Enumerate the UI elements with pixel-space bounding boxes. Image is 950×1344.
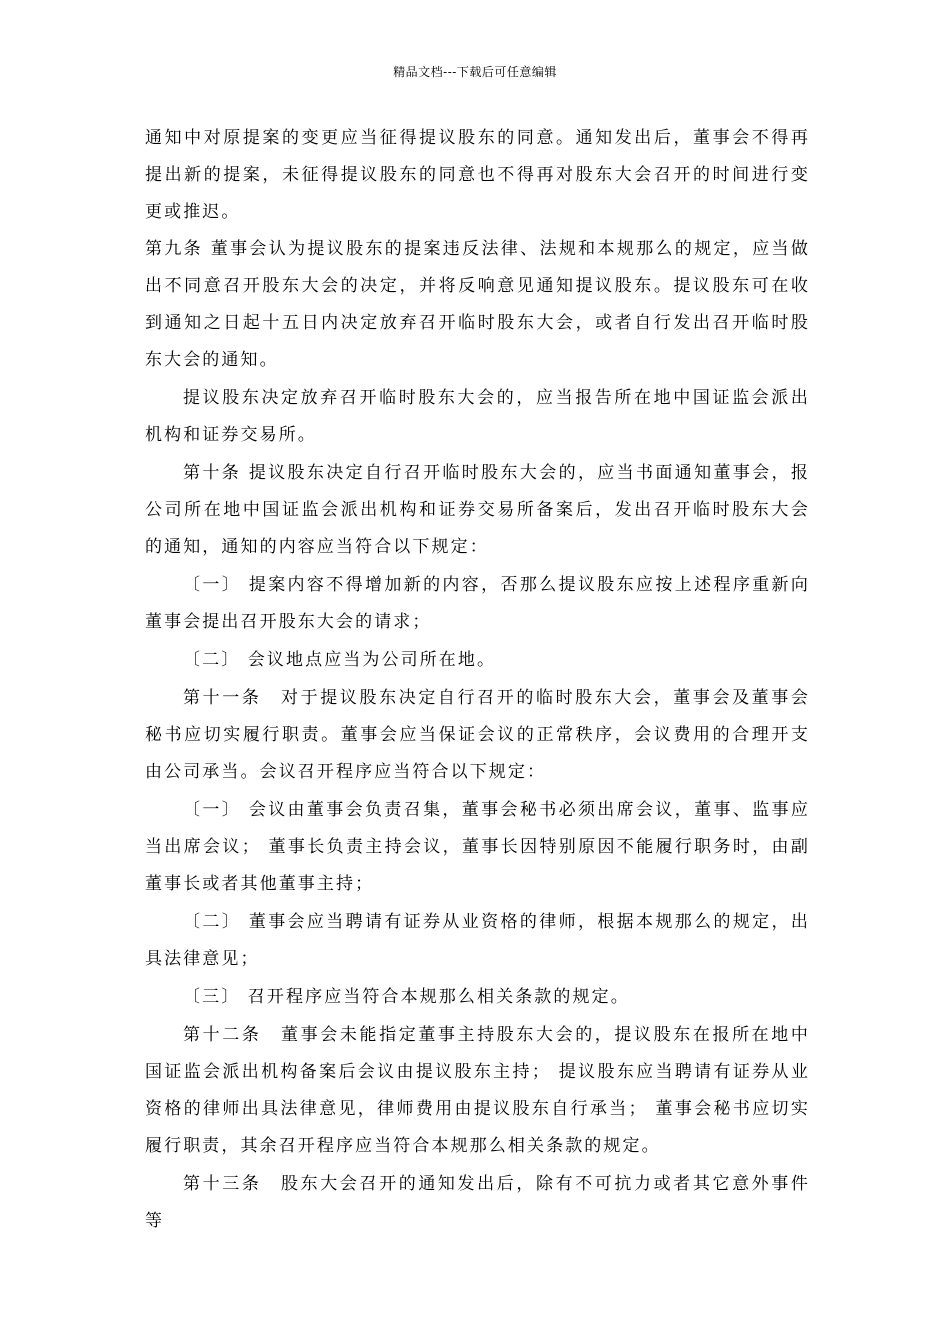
paragraph-article-11-item-2: 〔二〕 董事会应当聘请有证券从业资格的律师，根据本规那么的规定，出具法律意见； bbox=[145, 912, 810, 969]
page-header: 精品文档---下载后可任意编辑 bbox=[393, 65, 557, 79]
paragraph-article-13: 第十三条 股东大会召开的通知发出后，除有不可抗力或者其它意外事件等 bbox=[145, 1174, 810, 1231]
paragraph-article-11: 第十一条 对于提议股东决定自行召开的临时股东大会，董事会及董事会秘书应切实履行职责。董事会应当保证会议的正常秩序，会议费用的合理开支由公司承当。会议召开程序应当符合以下规定： bbox=[145, 688, 810, 782]
paragraph-article-12: 第十二条 董事会未能指定董事主持股东大会的，提议股东在报所在地中国证监会派出机构备案后会议由提议股东主持； 提议股东应当聘请有证券从业资格的律师出具法律意见，律师费用由提议股东自行承当； 董事会秘书应切实履行职责，其余召开程序应当符合本规那么相关条款的规定。 bbox=[145, 1025, 810, 1156]
paragraph-abandon-meeting: 提议股东决定放弃召开临时股东大会的，应当报告所在地中国证监会派出机构和证券交易所。 bbox=[145, 388, 810, 445]
paragraph-notice-changes: 通知中对原提案的变更应当征得提议股东的同意。通知发出后，董事会不得再提出新的提案，未征得提议股东的同意也不得再对股东大会召开的时间进行变更或推迟。 bbox=[145, 128, 810, 222]
paragraph-article-10-item-2: 〔二〕 会议地点应当为公司所在地。 bbox=[183, 650, 497, 670]
document-body bbox=[145, 120, 810, 1240]
paragraph-article-9: 第九条 董事会认为提议股东的提案违反法律、法规和本规那么的规定，应当做出不同意召开股东大会的决定，并将反响意见通知提议股东。提议股东可在收到通知之日起十五日内决定放弃召开临时股东大会，或者自行发出召开临时股东大会的通知。 bbox=[145, 239, 810, 370]
paragraph-article-10: 第十条 提议股东决定自行召开临时股东大会的，应当书面通知董事会，报公司所在地中国证监会派出机构和证券交易所备案后，发出召开临时股东大会的通知，通知的内容应当符合以下规定： bbox=[145, 463, 810, 557]
paragraph-article-11-item-3: 〔三〕 召开程序应当符合本规那么相关条款的规定。 bbox=[183, 987, 630, 1007]
paragraph-article-11-item-1: 〔一〕 会议由董事会负责召集，董事会秘书必须出席会议，董事、监事应当出席会议； 董事长负责主持会议，董事长因特别原因不能履行职务时，由副董事长或者其他董事主持； bbox=[145, 800, 810, 894]
paragraph-article-10-item-1: 〔一〕 提案内容不得增加新的内容，否那么提议股东应按上述程序重新向董事会提出召开股东大会的请求； bbox=[145, 575, 810, 632]
